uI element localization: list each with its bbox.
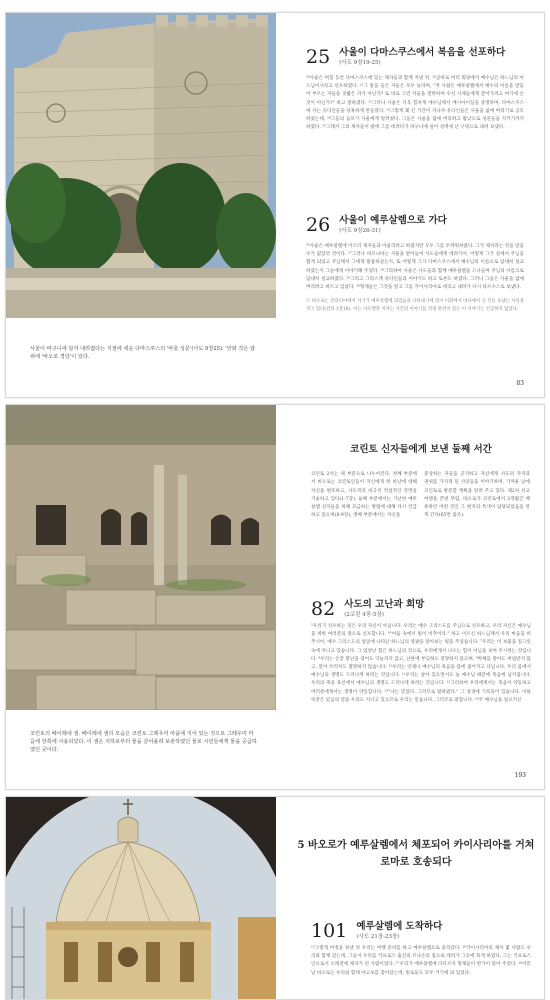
dome-photo (6, 797, 276, 1000)
chapter-5-page (5, 796, 545, 1000)
section-body: ¹⁵그렇게 여정을 보낸 뒤 우리는 여행 준비를 하고 예루살렘으로 올라갔다. ¹⁶카이사리아의 제자 몇 사람도 우리와 함께 갔는데, 그들이 우리를 키프로스 출신의 므나손의 집으로 데려가 그곳에 묵게 하였다. 그는 키프로스인으로서 오래전에 제자가 된 사람이었다. ¹⁷우리가 예루살렘에 다다르자 형제들이 반가이 맞아 주었다. ¹⁸이튿날 바오로는 우리와 함께 야고보를 찾아갔는데, 원로들도 모두 거기에 와 있었다. (311, 946, 531, 976)
section-body: ²⁰사울은 며칠 동안 다마스쿠스에 있는 제자들과 함께 지낸 뒤, ²⁰곧바로 여러 회당에서 예수님은 하느님의 아드님이시라고 선포하였다. ²¹그 말을 들은 자들은 모두 놀라며, "저 사람은 예루살렘에서 예수의 이름을 받들어 부르는 자들을 짓밟은 자가 아닌가? 또 바로 그런 자들을 결박하여 수석 사제들에게 끌어가려고 여기에 온 것이 아닌가?" 하고 말하였다. ²²그러나 사울은 더욱 힘차게 예수님께서 메시아이심을 증명하며, 다마스쿠스에 사는 유다인들을 당혹하게 만들었다. ²³그렇게 꽤 긴 기간이 지나자 유다인들은 사울을 없애 버리기로 공모하였는데, ²⁴그들의 음모가 사울에게 알려졌다. 그들은 사울을 없애 버리려고 밤낮으로 성문들을 지키기까지 하였다. ²⁵그래서 그의 제자들이 밤에 그를 데려다가 바구니에 실어 성벽에 난 구멍으로 내려 보냈다. (306, 76, 524, 131)
section-ref: (사도 9장26-31) (339, 228, 381, 234)
section-number: 82 (311, 598, 336, 620)
page-number: 83 (516, 380, 524, 387)
page-number: 193 (514, 772, 526, 779)
section-title (339, 47, 505, 67)
section-25 (306, 47, 524, 132)
footnote: ⓒ 바오로는 갈라티아에서 자기가 예루살렘에 되었음을 나타내기에 영사 어휘에서 바다에서 신 산들 보냈는 사실을 적고 있다(갈라 1장18). 이는 사도행전 저자는 사건의 이야기를 직접 관련이 있는 이 이야기는 언급하지 않았다. (306, 299, 524, 312)
section-ref: (2코린 4장-5장) (344, 612, 384, 618)
section-ref: (사도 9장19-25) (339, 60, 381, 66)
section-title-text: 사울이 예루살렘으로 가다 (339, 215, 447, 226)
section-title-text: 예루살렘에 도착하다 (356, 921, 443, 932)
section-101 (311, 921, 531, 978)
intro-right: 중상하는 자들을 공격하고 자신에게 사도의 자격과 권위를 가지게 된 사연들을 이야기하며, 가까운 날에 코린토로 방문할 계획을 알려 주고 있다. 제2차 선교 여행을 끝낸 무렵, 바오로가 코린토에서 3개월간 체류하던 어떤 것인 그 편지의 특색이 담당되었음을 알게 간다(65번 참조). (424, 472, 530, 519)
photo-caption: 코린토의 페이레네 샘. 페이레네 샘의 모습은 코린토 그레우미 마을에 지어 있는 것으로 그레우미 마음에 한쪽에 사용되었다. 이 샘은 지하로부터 물을 끌어올려 보관하였던 물로 시민들에게 물을 공급하였던 곳이다. (30, 731, 257, 753)
section-title (344, 599, 424, 619)
page-83 (5, 12, 545, 398)
page-193 (5, 404, 545, 790)
section-title (356, 921, 442, 941)
section-body: ⁵우리가 선포하는 것은 우리 자신이 아닙니다. 우리는 예수 그리스도를 주님으로 선포하고, 우리 자신은 예수님을 위한 여러분의 종으로 선포합니다. ⁶"어둠 속에서 빛이 비추어라." 하고 이르신 하느님께서 우리 마음을 비추시어, 예수 그리스도의 얼굴에 나타난 하느님의 영광을 알아보는 빛을 주셨습니다. ⁷우리는 이 보물을 질그릇 속에 지니고 있습니다. 그 엄청난 힘은 하느님의 것으로, 우리에게서 나오는 힘이 아님을 보여 주시려는 것입니다. ⁸우리는 온갖 환난을 겪어도 억눌리지 않고, 난관에 부딪혀도 절망하지 않으며, ⁹박해를 받아도 버림받지 않고, 맞아 쓰러져도 멸망하지 않습니다. ¹⁰우리는 언제나 예수님의 죽음을 몸에 짊어지고 다닙니다. 우리 몸에서 예수님의 생명도 드러나게 하려는 것입니다. ¹¹우리는 살아 있으면서도 늘 예수님 때문에 죽음에 넘겨집니다. 우리의 죽을 육신에서 예수님의 생명도 드러나게 하려는 것입니다. ¹²그리하여 우리에게서는 죽음이 약동하고 여러분에게서는 생명이 약동합니다. ¹³"나는 믿었다. 그러므로 말하였다." 그 성경에 기록되어 있습니다. 이와 똑같은 믿음의 영을 우리도 지니고 있으므로 우리는 믿습니다. 그러므로 말합니다. ¹⁴주 예수님을 일으키신 (311, 624, 531, 703)
section-82 (311, 599, 531, 705)
section-number: 25 (306, 46, 331, 68)
intro-left: 코린토 2서는 세 부분으로 나누어진다. 첫째 부분에서 바오로는 코린토인들이 자신에게 한 바난에 대해 자신을 변호하고, 사도직의 비극적 역설적인 측면을 기술하고 있다(1-7장). 둘째 부분에서는 가난한 예루살렘 신자들을 위해 모금하는 방법에 대해 다시 언급하고 있으며(8-9장), 셋째 부분에서는 자신을 (311, 472, 417, 519)
chapter-heading: 코린토 신자들에게 보낸 둘째 서간 (350, 444, 492, 455)
section-title-text: 사울이 다마스쿠스에서 복음을 선포하다 (339, 47, 506, 58)
photo-caption: 사울이 바구니에 담겨 내려졌다는 지점에 세운 다마스쿠스의 '바울 성문'(사도 9장25). '안와 작은 탑 위에 '바오로 경당'이 있다. (30, 346, 256, 360)
chapter-heading: 5 바오로가 예루살렘에서 체포되어 카이사리아를 거쳐 로마로 호송되다 (297, 840, 535, 868)
section-body: ²⁶사울은 예루살렘에 이르러 제자들과 어울리려고 하였지만 모두 그를 두려워하였다. 그가 제자라는 것을 믿을 수가 없었던 것이다. ²⁷그러나 바르나바는 사울을 받아들여 사도들에게 데려가서, 어떻게 그가 길에서 주님을 뵙게 되었고 주님께서 그에게 말씀하셨는지, 또 어떻게 그가 다마스쿠스에서 예수님의 이름으로 담대히 설교하였는지 그들에게 이야기해 주었다. ²⁸그리하여 사울은 사도들과 함께 예루살렘을 드나들며 주님의 이름으로 담대히 설교하였다. ²⁹그리고 그리스계 유다인들과 이야기도 하고 토론도 하였다. 그러나 그들은 사울을 없애 버리려고 벼르고 있었다. ³⁰형제들은 그것을 알고 그를 카이사리아로 데리고 내려가 다시 타르수스로 보냈다. (306, 244, 524, 291)
corinth-ruins-photo (6, 405, 276, 710)
damascus-gate-photo (6, 13, 276, 318)
section-title (339, 215, 447, 235)
section-number: 26 (306, 214, 331, 236)
section-26 (306, 215, 524, 313)
section-number: 101 (311, 920, 348, 942)
section-ref: (사도 21장-23장) (356, 934, 400, 940)
section-title-text: 사도의 고난과 희망 (344, 599, 425, 610)
